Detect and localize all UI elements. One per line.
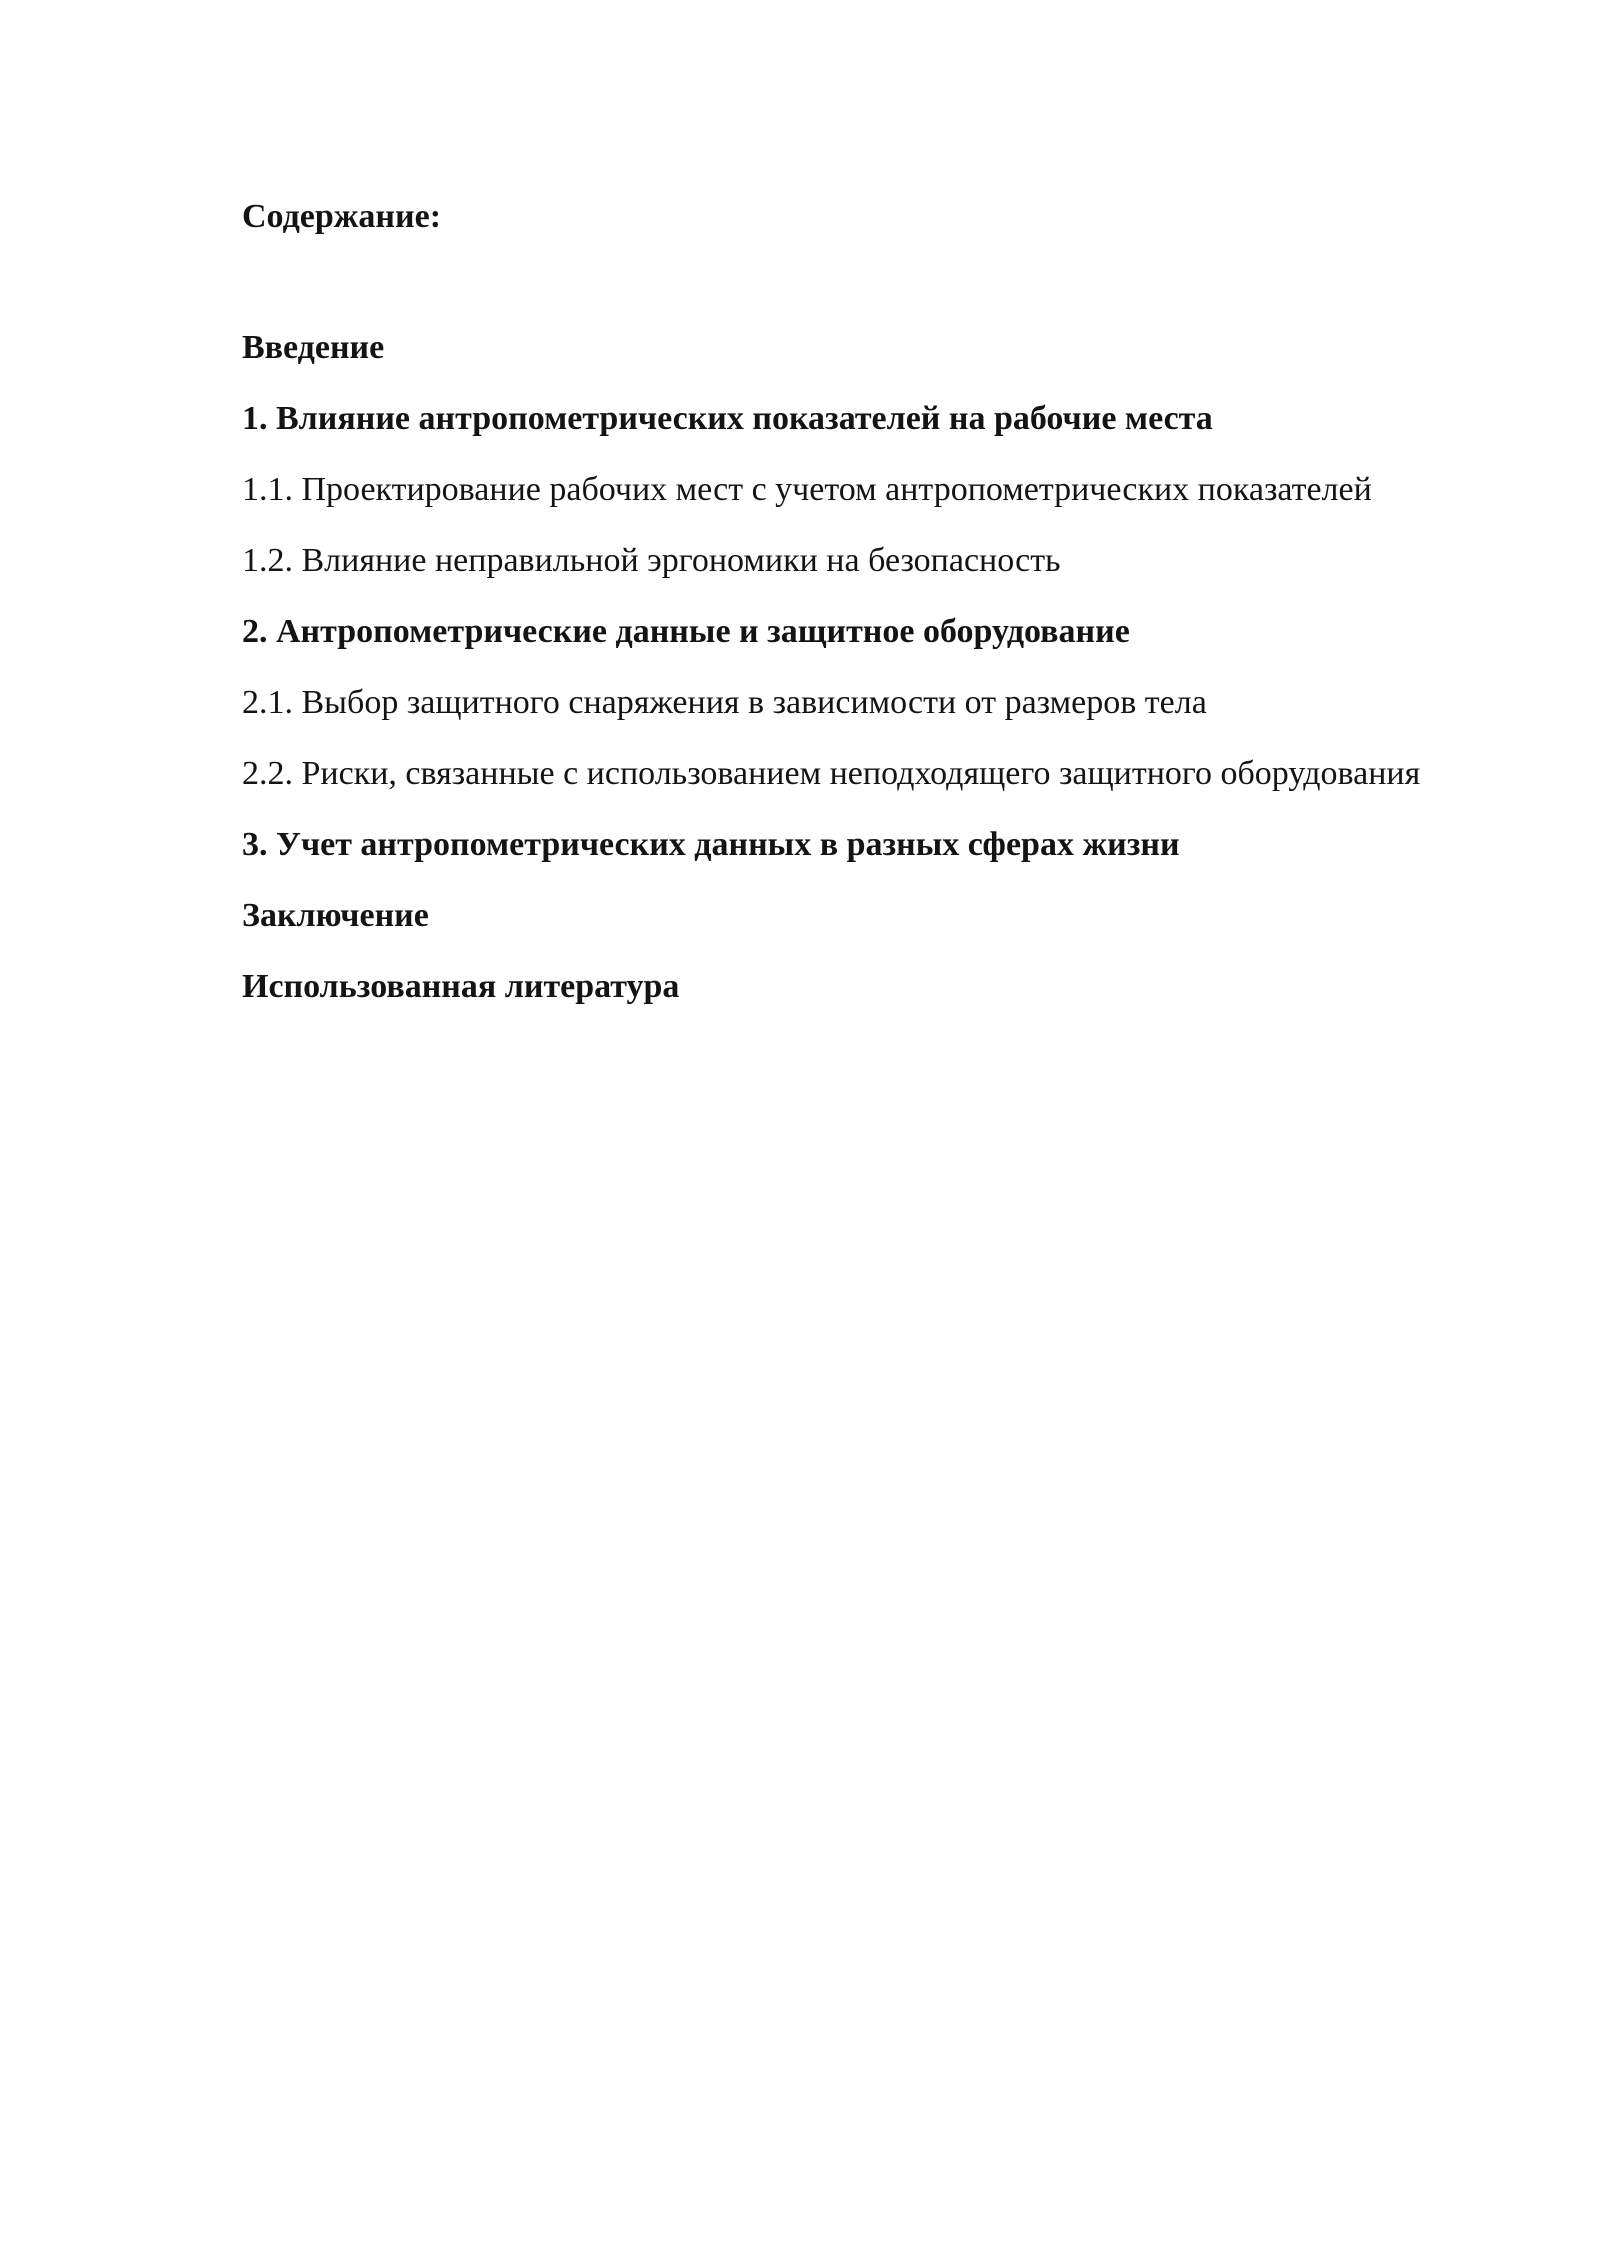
toc-item-conclusion: Заключение — [242, 897, 429, 934]
page-content — [242, 193, 1462, 1035]
toc-item-section-2: 2. Антропометрические данные и защитное оборудование — [242, 613, 1130, 650]
toc-item-section-3: 3. Учет антропометрических данных в разных сферах жизни — [242, 826, 1180, 863]
toc-item-section-2-1: 2.1. Выбор защитного снаряжения в зависимости от размеров тела — [242, 684, 1207, 721]
toc-item-section-1: 1. Влияние антропометрических показателей на рабочие места — [242, 400, 1213, 437]
toc-item-section-1-2: 1.2. Влияние неправильной эргономики на безопасность — [242, 542, 1061, 579]
toc-item-section-2-2: 2.2. Риски, связанные с использованием неподходящего защитного оборудования — [242, 755, 1421, 792]
toc-item-introduction: Введение — [242, 329, 385, 366]
table-of-contents — [242, 325, 1462, 1010]
contents-heading: Содержание: — [242, 198, 442, 235]
toc-item-section-1-1: 1.1. Проектирование рабочих мест с учетом антропометрических показателей — [242, 471, 1372, 508]
toc-item-references: Использованная литература — [242, 968, 680, 1005]
